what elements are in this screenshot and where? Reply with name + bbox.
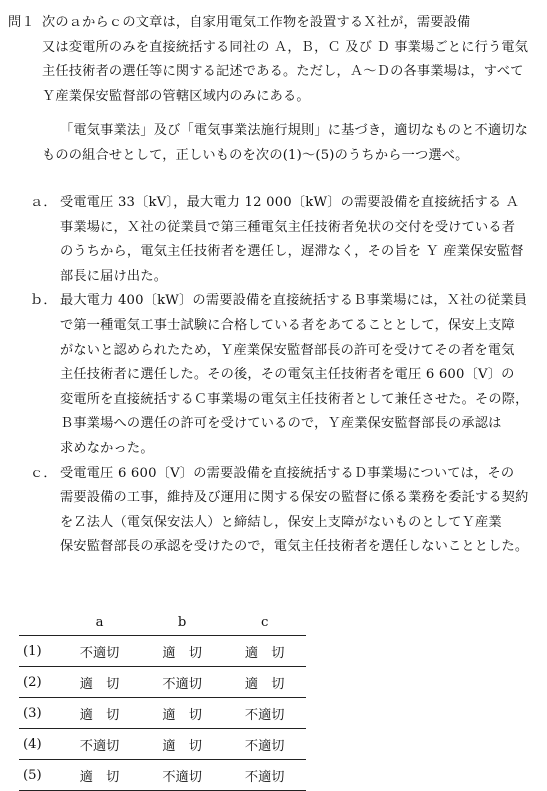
cell-c: 適 切: [223, 667, 306, 698]
answer-choices-table: [19, 609, 306, 791]
cell-b: 適 切: [141, 636, 224, 667]
cell-a: 適 切: [58, 698, 141, 729]
question-number: 問１: [8, 15, 35, 30]
header-b: b: [141, 609, 224, 636]
instruction-line-1: 「電気事業法」及び「電気事業法施行規則」に基づき，適切なものと不適切な: [60, 123, 529, 138]
header-a: a: [58, 609, 141, 636]
cell-c: 不適切: [223, 698, 306, 729]
item-b-line-2: で第一種電気工事士試験に合格している者をあてることとして，保安上支障: [60, 317, 515, 333]
header-blank: [19, 609, 58, 636]
cell-b: 不適切: [141, 760, 224, 791]
choice-number: (5): [19, 760, 58, 791]
list-item: ｃ． 受電電圧 6 600〔V〕の需要設備を直接統括するＤ事業場については，その: [8, 462, 543, 487]
item-b-line-4: 主任技術者に選任した。その後，その電気主任技術者を電圧 6 600〔V〕の: [60, 367, 515, 383]
item-c-line-4: 保安監督部長の承認を受けたので，電気主任技術者を選任しないこととした。: [60, 539, 529, 555]
cell-b: 適 切: [141, 729, 224, 760]
choice-number: (2): [19, 667, 58, 698]
item-b-line-7: 求めなかった。: [60, 440, 154, 456]
cell-a: 適 切: [58, 760, 141, 791]
table-row[interactable]: [19, 667, 306, 698]
cell-a: 不適切: [58, 729, 141, 760]
choice-number: (1): [19, 636, 58, 667]
table-row[interactable]: [19, 636, 306, 667]
item-b-line-3: がないと認められたため，Ｙ産業保安監督部長の許可を受けてその者を電気: [60, 342, 515, 358]
cell-a: 適 切: [58, 667, 141, 698]
cell-b: 不適切: [141, 667, 224, 698]
cell-b: 適 切: [141, 698, 224, 729]
table-row[interactable]: [19, 760, 306, 791]
cell-c: 不適切: [223, 729, 306, 760]
cell-a: 不適切: [58, 636, 141, 667]
table-row[interactable]: [19, 698, 306, 729]
choice-number: (4): [19, 729, 58, 760]
question-line-1: 問１ 次のａからｃの文章は，自家用電気工作物を設置するＸ社が，需要設備: [8, 11, 538, 36]
list-item: ａ． 受電電圧 33〔kV〕，最大電力 12 000〔kW〕の需要設備を直接統括する Ａ: [8, 191, 543, 216]
cell-c: 適 切: [223, 636, 306, 667]
item-mark-b: ｂ．: [30, 293, 57, 309]
question-line-4: Ｙ産業保安監督部の管轄区域内のみにある。: [42, 88, 310, 104]
header-c: c: [223, 609, 306, 636]
table-header-row: [19, 609, 306, 636]
item-a-line-3: のうちから，電気主任技術者を選任し，遅滞なく，その旨を Ｙ 産業保安監督: [60, 244, 524, 260]
cell-c: 不適切: [223, 760, 306, 791]
item-b-line-6: Ｂ事業場への選任の許可を受けているので，Ｙ産業保安監督部長の承認は: [60, 416, 502, 432]
list-item: ｂ． 最大電力 400〔kW〕の需要設備を直接統括するＢ事業場には，Ｘ社の従業員: [8, 289, 543, 314]
item-c-line-2: 需要設備の工事，維持及び運用に関する保安の監督に係る業務を委託する契約: [60, 490, 529, 506]
item-a-line-4: 部長に届け出た。: [60, 268, 168, 284]
choice-number: (3): [19, 698, 58, 729]
item-b-line-5: 変電所を直接統括するＣ事業場の電気主任技術者として兼任させた。その際，: [60, 391, 529, 407]
question-instruction: [8, 119, 538, 168]
statement-list: [8, 191, 543, 560]
item-mark-a: ａ．: [30, 195, 57, 210]
table-row[interactable]: [19, 729, 306, 760]
question-line-3: 主任技術者の選任等に関する記述である。ただし，Ａ～Ｄの各事業場は，すべて: [42, 64, 524, 79]
question-statement: [8, 11, 538, 109]
item-c-line-3: をＺ法人（電気保安法人）と締結し，保安上支障がないものとしてＹ産業: [60, 514, 502, 530]
instruction-line-2: ものの組合せとして，正しいものを次の(1)～(5)のうちから一つ選べ。: [42, 147, 469, 163]
item-mark-c: ｃ．: [30, 465, 57, 481]
item-a-line-2: 事業場に，Ｘ社の従業員で第三種電気主任技術者免状の交付を受けている者: [60, 219, 516, 235]
question-line-2: 又は変電所のみを直接統括する同社の Ａ，Ｂ，Ｃ 及び Ｄ 事業場ごとに行う電気: [42, 39, 529, 55]
